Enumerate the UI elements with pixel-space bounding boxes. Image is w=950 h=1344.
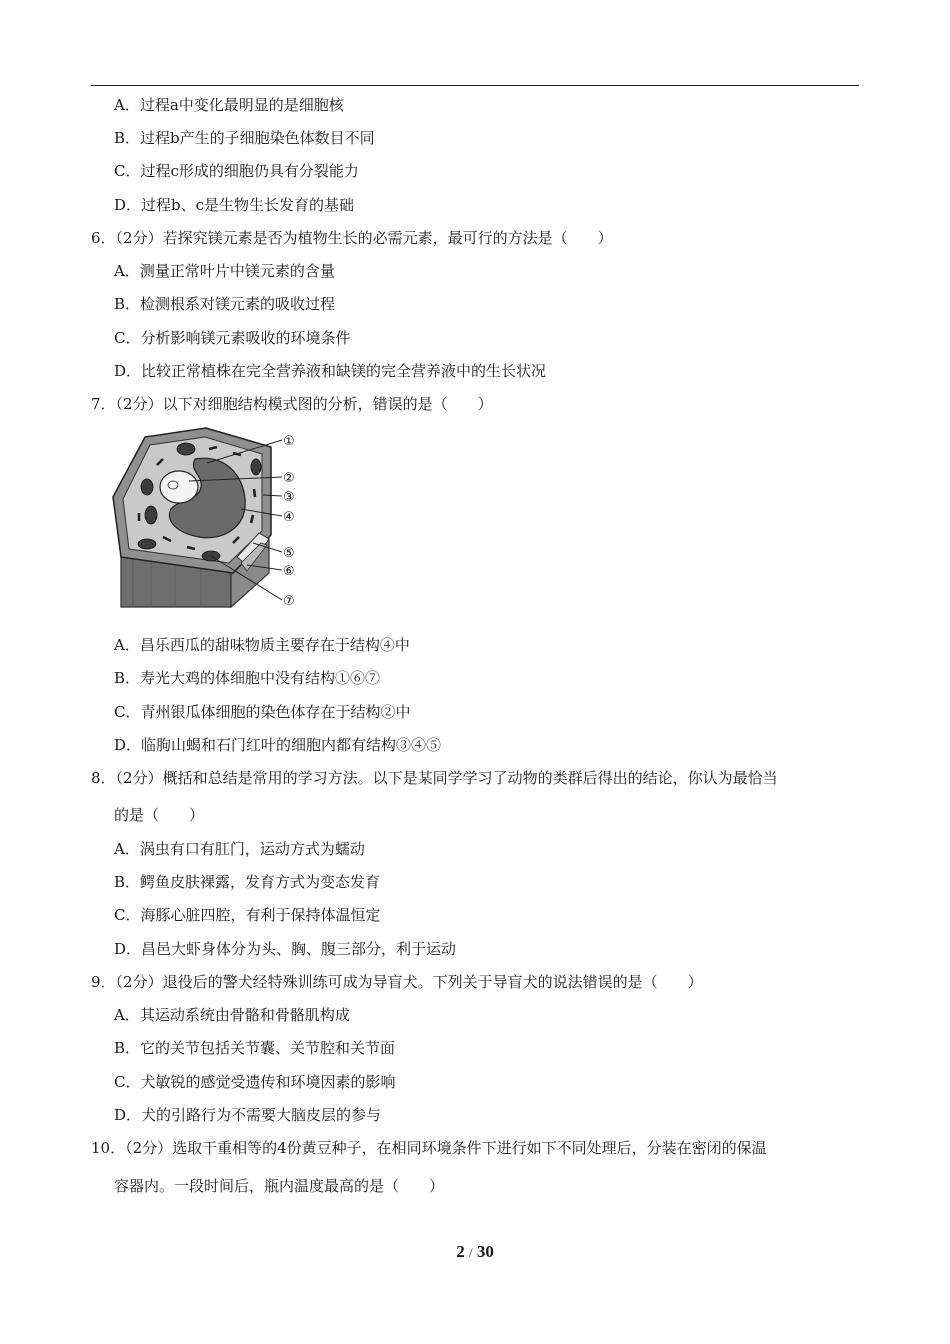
q8-option-d: D．昌邑大虾身体分为头、胸、腹三部分，利于运动 — [114, 940, 457, 958]
figure-label-7: ⑦ — [283, 594, 295, 609]
plant-cell-diagram — [111, 425, 311, 613]
figure-label-3: ③ — [283, 490, 295, 505]
q6-option-c: C．分析影响镁元素吸收的环境条件 — [114, 329, 351, 347]
q10-stem-line2: 容器内。一段时间后，瓶内温度最高的是（ ） — [114, 1177, 445, 1195]
q7-option-c: C．青州银瓜体细胞的染色体存在于结构②中 — [114, 703, 411, 721]
page-total: 30 — [476, 1242, 494, 1261]
q7-option-d: D．临朐山蝎和石门红叶的细胞内都有结构③④⑤ — [114, 736, 442, 754]
q9-option-a: A．其运动系统由骨骼和骨骼肌构成 — [114, 1006, 350, 1024]
q9-stem: 9．（2分）退役后的警犬经特殊训练可成为导盲犬。下列关于导盲犬的说法错误的是（ ） — [91, 973, 703, 991]
q9-option-b: B．它的关节包括关节囊、关节腔和关节面 — [114, 1039, 396, 1057]
q6-option-a: A．测量正常叶片中镁元素的含量 — [114, 262, 335, 280]
q7-option-a: A．昌乐西瓜的甜味物质主要存在于结构④中 — [114, 636, 410, 654]
page-number — [0, 1242, 950, 1262]
q8-option-a: A．涡虫有口有肛门，运动方式为蠕动 — [114, 840, 365, 858]
q5-option-b: B．过程b产生的子细胞染色体数目不同 — [114, 129, 375, 147]
q6-option-b: B．检测根系对镁元素的吸收过程 — [114, 295, 336, 313]
q9-option-d: D．犬的引路行为不需要大脑皮层的参与 — [114, 1106, 382, 1124]
q6-option-d: D．比较正常植株在完全营养液和缺镁的完全营养液中的生长状况 — [114, 362, 547, 380]
header-rule — [91, 85, 859, 86]
figure-label-2: ② — [283, 471, 295, 486]
page-separator: / — [468, 1245, 473, 1260]
q5-option-a: A．过程a中变化最明显的是细胞核 — [114, 96, 344, 114]
q8-stem-line1: 8．（2分）概括和总结是常用的学习方法。以下是某同学学习了动物的类群后得出的结论，你认为最恰当 — [91, 769, 778, 787]
page-current: 2 — [456, 1242, 465, 1261]
figure-label-4: ④ — [283, 510, 295, 525]
q9-option-c: C．犬敏锐的感觉受遗传和环境因素的影响 — [114, 1073, 396, 1091]
q7-option-b: B．寿光大鸡的体细胞中没有结构①⑥⑦ — [114, 669, 381, 687]
figure-label-5: ⑤ — [283, 546, 295, 561]
q8-option-c: C．海豚心脏四腔，有利于保持体温恒定 — [114, 906, 381, 924]
figure-label-6: ⑥ — [283, 564, 295, 579]
q7-stem: 7．（2分）以下对细胞结构模式图的分析，错误的是（ ） — [91, 395, 493, 413]
q8-option-b: B．鳄鱼皮肤裸露，发育方式为变态发育 — [114, 873, 381, 891]
figure-label-1: ① — [283, 434, 295, 449]
q5-option-d: D．过程b、c是生物生长发育的基础 — [114, 196, 355, 214]
q10-stem-line1: 10．（2分）选取干重相等的4份黄豆种子，在相同环境条件下进行如下不同处理后，分装在密闭的保温 — [91, 1139, 767, 1157]
q5-option-c: C．过程c形成的细胞仍具有分裂能力 — [114, 162, 359, 180]
q8-stem-line2: 的是（ ） — [114, 806, 205, 824]
q6-stem: 6．（2分）若探究镁元素是否为植物生长的必需元素，最可行的方法是（ ） — [91, 229, 613, 247]
